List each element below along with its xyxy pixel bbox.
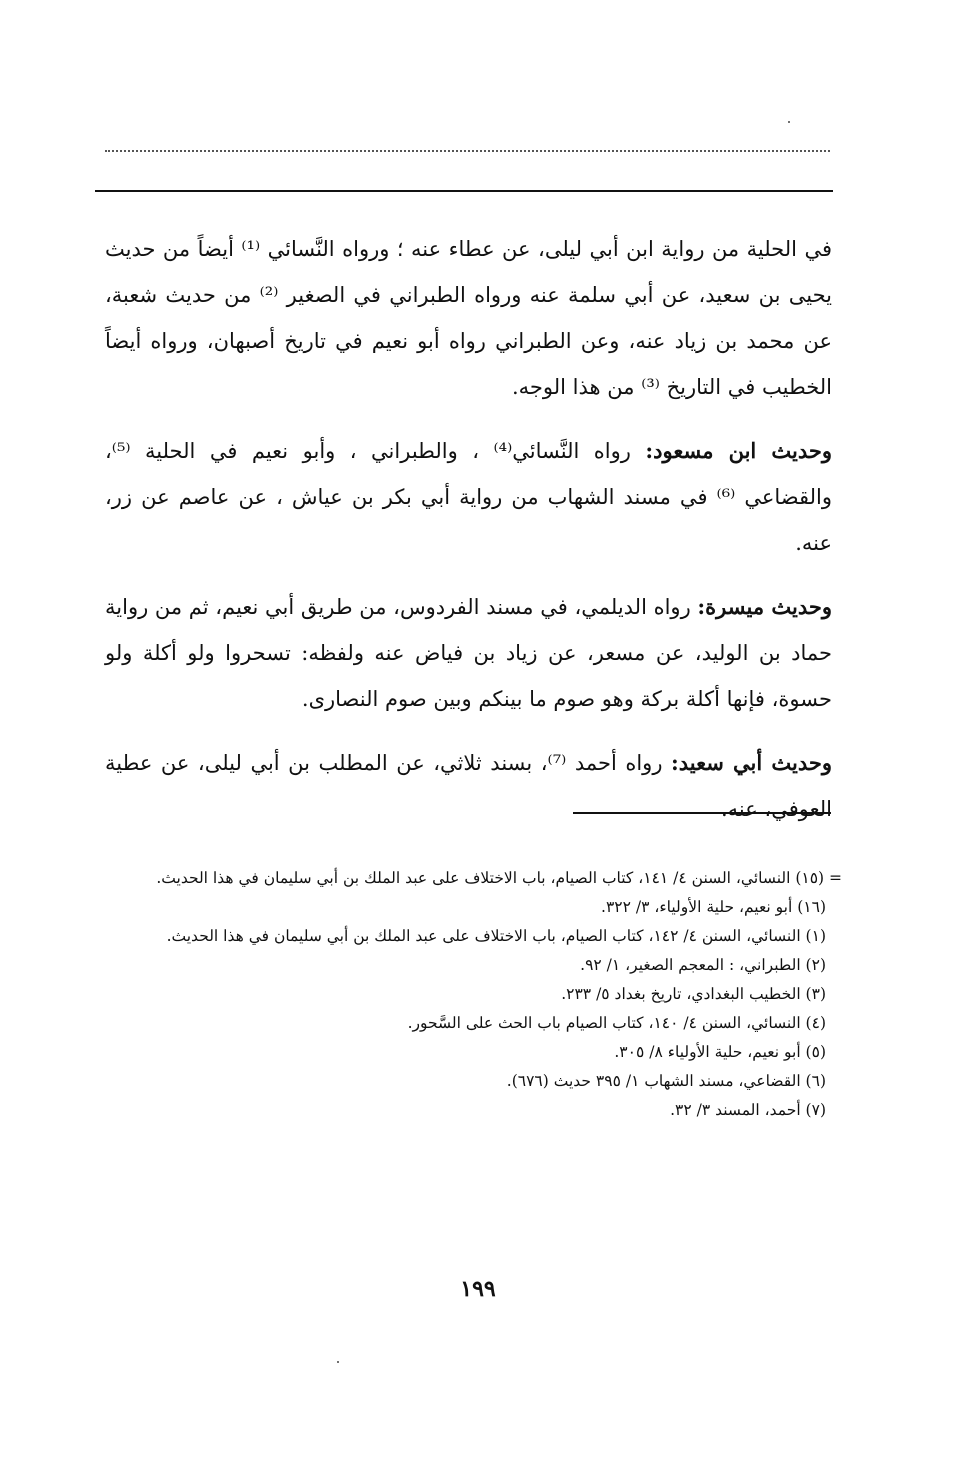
footnote-4: (٤) النسائي، السنن ٤/ ١٤٠، كتاب الصيام باب الحث على السَّحور.	[407, 1014, 826, 1032]
paragraph-3	[105, 584, 832, 722]
paragraph-2-text: رواه النَّسائي⁽⁴⁾ ، والطبراني ، وأبو نعيم في الحلية ⁽⁵⁾، والقضاعي ⁽⁶⁾ في مسند الشهاب من رواية أبي بكر بن عياش ، عن عاصم عن زر، عنه.	[105, 439, 832, 555]
header-rule	[95, 190, 833, 192]
footnote-15: = (١٥) النسائي، السنن ٤/ ١٤١، كتاب الصيام، باب الاختلاف على عبد الملك بن أبي سليمان في هذا الحديث.	[156, 869, 842, 887]
scan-speck	[337, 1361, 339, 1363]
footnote-2: (٢) الطبراني، : المعجم الصغير، ١/ ٩٢.	[580, 956, 826, 974]
footnote-separator	[573, 812, 831, 814]
paragraph-2	[105, 428, 832, 566]
footnotes	[105, 864, 842, 1125]
footnote-16: (١٦) أبو نعيم، حلية الأولياء، ٣/ ٣٢٢.	[601, 898, 826, 916]
paragraph-2-lead: وحديث ابن مسعود:	[645, 438, 832, 463]
footnote-3: (٣) الخطيب البغدادي، تاريخ بغداد ٥/ ٢٣٣.	[561, 985, 826, 1003]
main-text	[105, 226, 832, 850]
paragraph-3-lead: وحديث ميسرة:	[697, 594, 832, 619]
paragraph-3-text: رواه الديلمي، في مسند الفردوس، من طريق أبي نعيم، ثم من رواية حماد بن الوليد، عن مسعر، عن زياد بن فياض عنه ولفظه: تسحروا ولو أكلة ولو حسوة، فإنها أكلة بركة وهو صوم ما بينكم وبين صوم النصارى.	[105, 595, 832, 711]
scan-speck	[788, 121, 790, 123]
paragraph-1	[105, 226, 832, 410]
footnote-6: (٦) القضاعي، مسند الشهاب ١/ ٣٩٥ حديث (٦٧٦).	[506, 1072, 826, 1090]
footnote-7: (٧) أحمد، المسند ٣/ ٣٢.	[670, 1101, 826, 1119]
footnote-5: (٥) أبو نعيم، حلية الأولياء ٨/ ٣٠٥.	[614, 1043, 826, 1061]
footnote-1: (١) النسائي، السنن ٤/ ١٤٢، كتاب الصيام، باب الاختلاف على عبد الملك بن أبي سليمان في هذا الحديث.	[166, 927, 826, 945]
paragraph-4	[105, 740, 832, 832]
paragraph-1-text: في الحلية من رواية ابن أبي ليلى، عن عطاء عنه ؛ ورواه النَّسائي ⁽¹⁾ أيضاً من حديث يحيى بن سعيد، عن أبي سلمة عنه ورواه الطبراني في الصغير ⁽²⁾ من حديث شعبة، عن محمد بن زياد عنه، وعن الطبراني رواه أبو نعيم في تاريخ أصبهان، ورواه أيضاً الخطيب في التاريخ ⁽³⁾ من هذا الوجه.	[105, 237, 832, 399]
paragraph-4-lead: وحديث أبي سعيد:	[671, 750, 832, 775]
page-number: ١٩٩	[460, 1276, 496, 1302]
paragraph-4-text: رواه أحمد ⁽⁷⁾، بسند ثلاثي، عن المطلب بن أبي ليلى، عن عطية العوفي، عنه.	[105, 751, 832, 821]
dotted-header-line	[105, 150, 830, 152]
